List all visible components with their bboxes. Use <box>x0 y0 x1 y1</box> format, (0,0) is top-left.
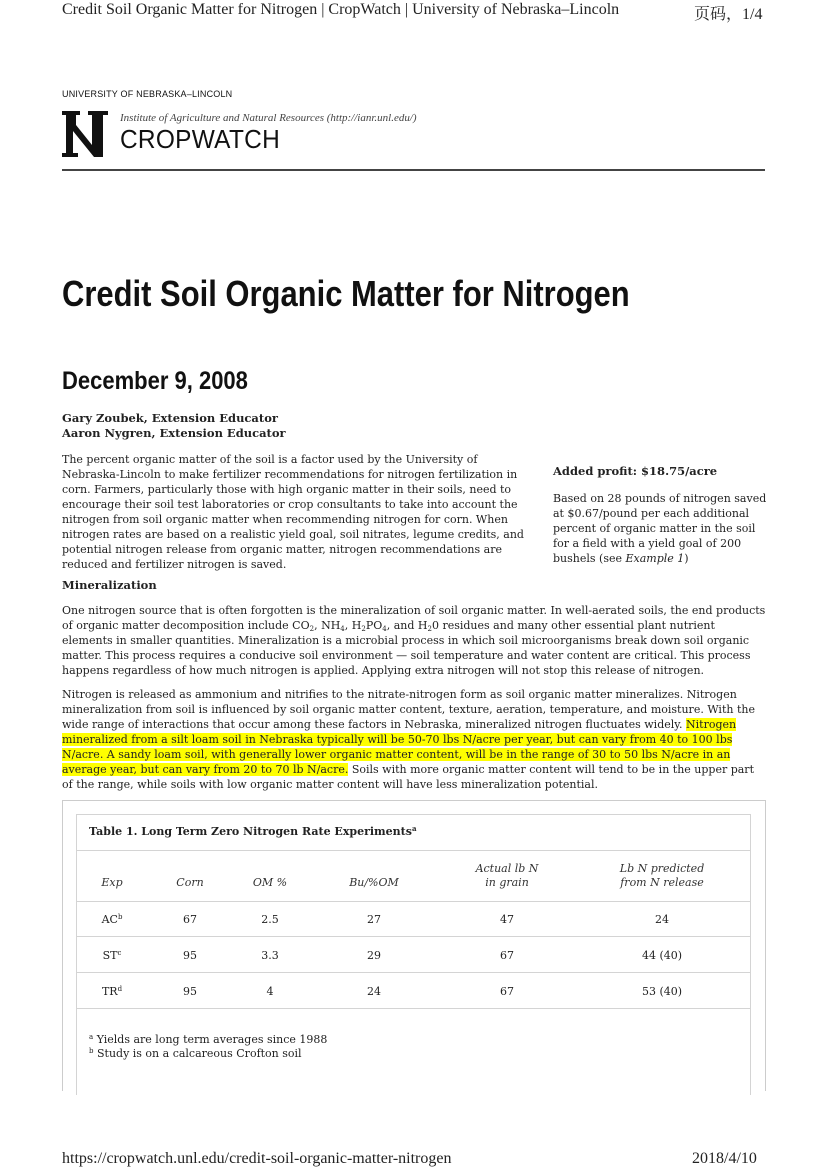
article-date: December 9, 2008 <box>62 367 248 395</box>
sub-2c: 2 <box>427 625 432 633</box>
highlighted-text: Nitrogen mineralized from a silt loam soil in Nebraska typically will be 50-70 lbs N/acre per year, but can vary from 40 to 100 lbs N/acre. A sandy loam soil, with generally lower organic matter content, will be in the range of 30 to 50 lbs N/acre in an average year, but can vary from 20 to 70 lb N/acre. <box>62 718 737 776</box>
sub-4: 4 <box>340 625 345 633</box>
article-title: Credit Soil Organic Matter for Nitrogen <box>62 273 630 314</box>
print-header-title: Credit Soil Organic Matter for Nitrogen | CropWatch | University of Nebraska–Lincoln <box>62 1 620 18</box>
header-exp <box>82 862 142 890</box>
exp-sup: c <box>117 949 122 957</box>
h1-l2: Corn <box>176 876 204 889</box>
cell-corn: 95 <box>183 985 197 998</box>
footnote-a <box>89 1033 327 1046</box>
sidebar-close: ) <box>684 552 689 565</box>
p1-text-a: One nitrogen source that is often forgotten is the mineralization of soil organic matter. In well-aerated soils, the end products of organic matter decomposition include CO <box>62 604 766 632</box>
cell-exp <box>82 913 142 926</box>
author-2: Aaron Nygren, Extension Educator <box>62 426 286 440</box>
h0-l1 <box>82 862 142 876</box>
table-divider <box>76 901 750 902</box>
header-predicted-n <box>602 862 722 890</box>
cell-predicted: 44 (40) <box>641 949 683 962</box>
h4-l1: Actual lb N <box>475 862 539 875</box>
mineralization-paragraph-2 <box>62 687 767 792</box>
h2-l2: OM % <box>252 876 288 889</box>
table-divider <box>76 850 750 851</box>
section-heading: Mineralization <box>62 578 157 592</box>
h5-l1: Lb N predicted <box>619 862 705 875</box>
cell-actual: 47 <box>500 913 514 926</box>
mineralization-paragraph-1 <box>62 603 767 678</box>
cell-om: 2.5 <box>261 913 279 926</box>
table-title-text: Table 1. Long Term Zero Nitrogen Rate Experiments <box>89 825 412 838</box>
h3-l2: Bu/%OM <box>349 876 399 889</box>
h3-l1 <box>334 862 414 876</box>
sidebar-title: Added profit: $18.75/acre <box>553 464 718 478</box>
institute-link[interactable]: Institute of Agriculture and Natural Resources (http://ianr.unl.edu/) <box>120 112 417 124</box>
print-footer-url: https://cropwatch.unl.edu/credit-soil-organic-matter-nitrogen <box>62 1150 452 1167</box>
p2-text-a: Nitrogen is released as ammonium and nitrifies to the nitrate-nitrogen form as soil organic matter mineralizes. Nitrogen mineralization from soil is influenced by soil organic matter content, texture, aeration, temperature, and moisture. With the wide range of interactions that occur among these factors in Nebraska, mineralized nitrogen fluctuates widely. <box>62 688 755 731</box>
cell-bu-om: 24 <box>367 985 381 998</box>
h5-l2: from N release <box>620 876 704 889</box>
nebraska-n-logo[interactable] <box>62 111 108 157</box>
sub-2: 2 <box>309 625 315 633</box>
masthead-divider <box>62 169 765 171</box>
exp-label: TR <box>101 985 118 998</box>
print-footer-date: 2018/4/10 <box>692 1150 757 1167</box>
author-1: Gary Zoubek, Extension Educator <box>62 411 278 425</box>
cell-corn: 95 <box>183 949 197 962</box>
cell-om: 3.3 <box>261 949 279 962</box>
table-row-divider <box>76 972 750 973</box>
cell-actual: 67 <box>500 949 514 962</box>
table-row-divider <box>76 936 750 937</box>
intro-paragraph: The percent organic matter of the soil is a factor used by the University of Nebraska-Lincoln to make fertilizer recommendations for nitrogen fertilization in corn. Farmers, particularly those with high organic matter in their soils, need to encourage their soil test laboratories or crop consultants to take into account the nitrogen from soil organic matter when recommending nitrogen for corn. When nitrogen rates are based on a realistic yield goal, soil nitrates, legume credits, and potential nitrogen release from organic matter, nitrogen recommendations are reduced and fertilizer nitrogen is saved. <box>62 453 524 571</box>
table-title <box>89 825 417 838</box>
p1-text-f: 0 residues and many other essential plant nutrient elements in smaller quantities. Mineralization is a microbial process in which soil microorganisms break down soil organic matter. This process requires a conducive soil environment — soil temperature and water content are critical. This process happens regardless of how much nitrogen is applied. Applying extra nitrogen will not stop this release of nitrogen. <box>62 619 751 677</box>
p1-text-c: , H <box>344 619 362 632</box>
print-header-page: 页码，1/4 <box>694 6 763 23</box>
sub-2b: 2 <box>361 625 366 633</box>
exp-sup: b <box>117 913 123 921</box>
p1-text-b: , NH <box>314 619 341 632</box>
h4-l2: in grain <box>485 876 529 889</box>
cell-predicted: 24 <box>655 913 669 926</box>
cell-actual: 67 <box>500 985 514 998</box>
p2-text-b: Soils with more organic matter content will tend to be in the upper part of the range, while soils with low organic matter content will have less mineralization potential. <box>62 763 754 791</box>
example-link[interactable]: Example 1 <box>625 552 685 565</box>
exp-sup: d <box>117 985 123 993</box>
footnote-b <box>89 1047 302 1060</box>
cell-exp <box>82 985 142 998</box>
fn-text: Yields are long term averages since 1988 <box>96 1033 328 1046</box>
cell-om: 4 <box>266 985 274 998</box>
header-om <box>240 862 300 890</box>
cell-bu-om: 29 <box>367 949 381 962</box>
cell-corn: 67 <box>183 913 197 926</box>
fn-mark: a <box>89 1033 94 1041</box>
h0-l2: Exp <box>101 876 123 889</box>
cell-predicted: 53 (40) <box>641 985 683 998</box>
sidebar-text: Based on 28 pounds of nitrogen saved at $0.67/pound per each additional percent of organic matter in the soil for a field with a yield goal of 200 bushels (see <box>553 492 767 565</box>
sidebar-body <box>553 491 768 566</box>
h2-l1 <box>240 862 300 876</box>
p1-text-e: , and H <box>386 619 428 632</box>
exp-label: ST <box>102 949 118 962</box>
table-row-divider <box>76 1008 750 1009</box>
table-title-sup: a <box>411 824 417 833</box>
header-corn <box>160 862 220 890</box>
exp-label: AC <box>101 913 118 926</box>
university-name[interactable]: UNIVERSITY OF NEBRASKA–LINCOLN <box>62 89 233 99</box>
fn-mark: b <box>89 1047 94 1055</box>
fn-text: Study is on a calcareous Crofton soil <box>96 1047 302 1060</box>
header-actual-n <box>457 862 557 890</box>
p1-text-d: PO <box>365 619 383 632</box>
sub-4b: 4 <box>382 625 387 633</box>
h1-l1 <box>160 862 220 876</box>
header-bu-om <box>334 862 414 890</box>
cell-bu-om: 27 <box>367 913 381 926</box>
cropwatch-brand[interactable]: CROPWATCH <box>120 124 281 154</box>
cell-exp <box>82 949 142 962</box>
